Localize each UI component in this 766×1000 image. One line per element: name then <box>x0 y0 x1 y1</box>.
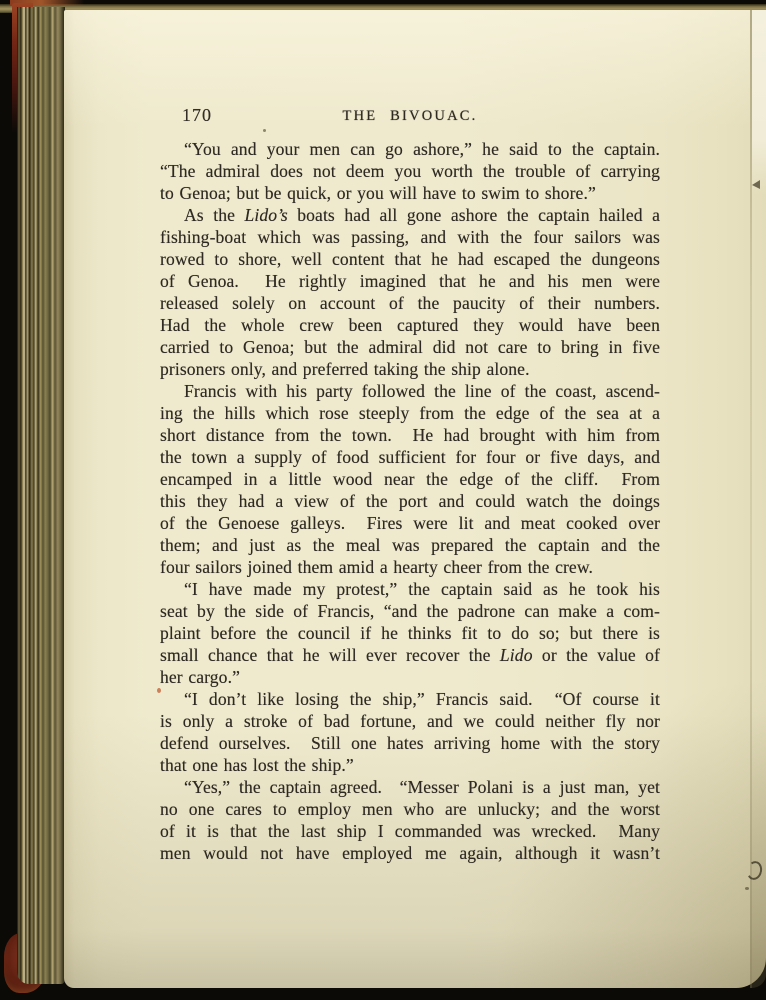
text-line: fishing-boat which was passing, and with the four sailors was <box>160 227 660 247</box>
text-line: “Yes,” the captain agreed. “Messer Polani is a just man, yet <box>184 777 660 797</box>
text-line: her cargo.” <box>160 667 240 687</box>
running-header: THE BIVOUAC. <box>342 108 478 124</box>
edge-curl-dot <box>745 887 749 890</box>
text-line: small chance that he will ever recover the Lido or the value of <box>160 645 660 665</box>
text-line: of it is that the last ship I commanded was wrecked. Many <box>160 821 660 841</box>
text-line: Francis with his party followed the line of the coast, ascend- <box>184 381 660 401</box>
text-line: no one cares to employ men who are unlucky; and the worst <box>160 799 660 819</box>
body-text <box>160 138 660 864</box>
page-edge-stack <box>17 7 65 984</box>
page-number: 170 <box>182 105 212 125</box>
text-line: released solely on account of the paucity of their numbers. <box>160 293 660 313</box>
text-line: of Genoa. He rightly imagined that he and his men were <box>160 271 660 291</box>
page-fore-edge-shadow <box>752 710 766 988</box>
text-line: prisoners only, and preferred taking the ship alone. <box>160 359 530 379</box>
text-line: four sailors joined them amid a hearty cheer from the crew. <box>160 557 594 577</box>
text-line: carried to Genoa; but the admiral did not care to bring in five <box>160 337 660 357</box>
text-line: defend ourselves. Still one hates arriving home with the story <box>160 733 660 753</box>
book-page <box>64 10 766 988</box>
next-page-sliver-top <box>752 10 766 195</box>
text-line: “You and your men can go ashore,” he said to the captain. <box>184 139 660 159</box>
text-line: plaint before the council if he thinks fit to do so; but there is <box>160 623 660 643</box>
text-line: of the Genoese galleys. Fires were lit and meat cooked over <box>160 513 660 533</box>
text-line: Had the whole crew been captured they would have been <box>160 315 660 335</box>
text-line: that one has lost the ship.” <box>160 755 354 775</box>
text-line: “I don’t like losing the ship,” Francis said. “Of course it <box>184 689 660 709</box>
text-line: is only a stroke of bad fortune, and we could neither fly nor <box>160 711 660 731</box>
text-line: the town a supply of food sufficient for four or five days, and <box>160 447 660 467</box>
text-line: encamped in a little wood near the edge of the cliff. From <box>160 469 660 489</box>
text-line: As the Lido’s boats had all gone ashore the captain hailed a <box>184 205 661 225</box>
text-line: rowed to shore, well content that he had escaped the dungeons <box>160 249 660 269</box>
text-line: “The admiral does not deem you worth the trouble of carrying <box>160 161 660 181</box>
text-line: “I have made my protest,” the captain said as he took his <box>184 579 660 599</box>
text-line: this they had a view of the port and could watch the doings <box>160 491 660 511</box>
text-line: men would not have employed me again, although it wasn’t <box>160 843 660 863</box>
edge-notch-mark <box>752 180 760 189</box>
text-line: seat by the side of Francis, “and the padrone can make a com- <box>160 601 660 621</box>
text-line: ing the hills which rose steeply from the edge of the sea at a <box>160 403 660 423</box>
page-header <box>160 104 660 130</box>
text-line: them; and just as the meal was prepared the captain and the <box>160 535 660 555</box>
text-line: to Genoa; but be quick, or you will have to swim to shore.” <box>160 183 596 203</box>
text-line: short distance from the town. He had brought with him from <box>160 425 660 445</box>
